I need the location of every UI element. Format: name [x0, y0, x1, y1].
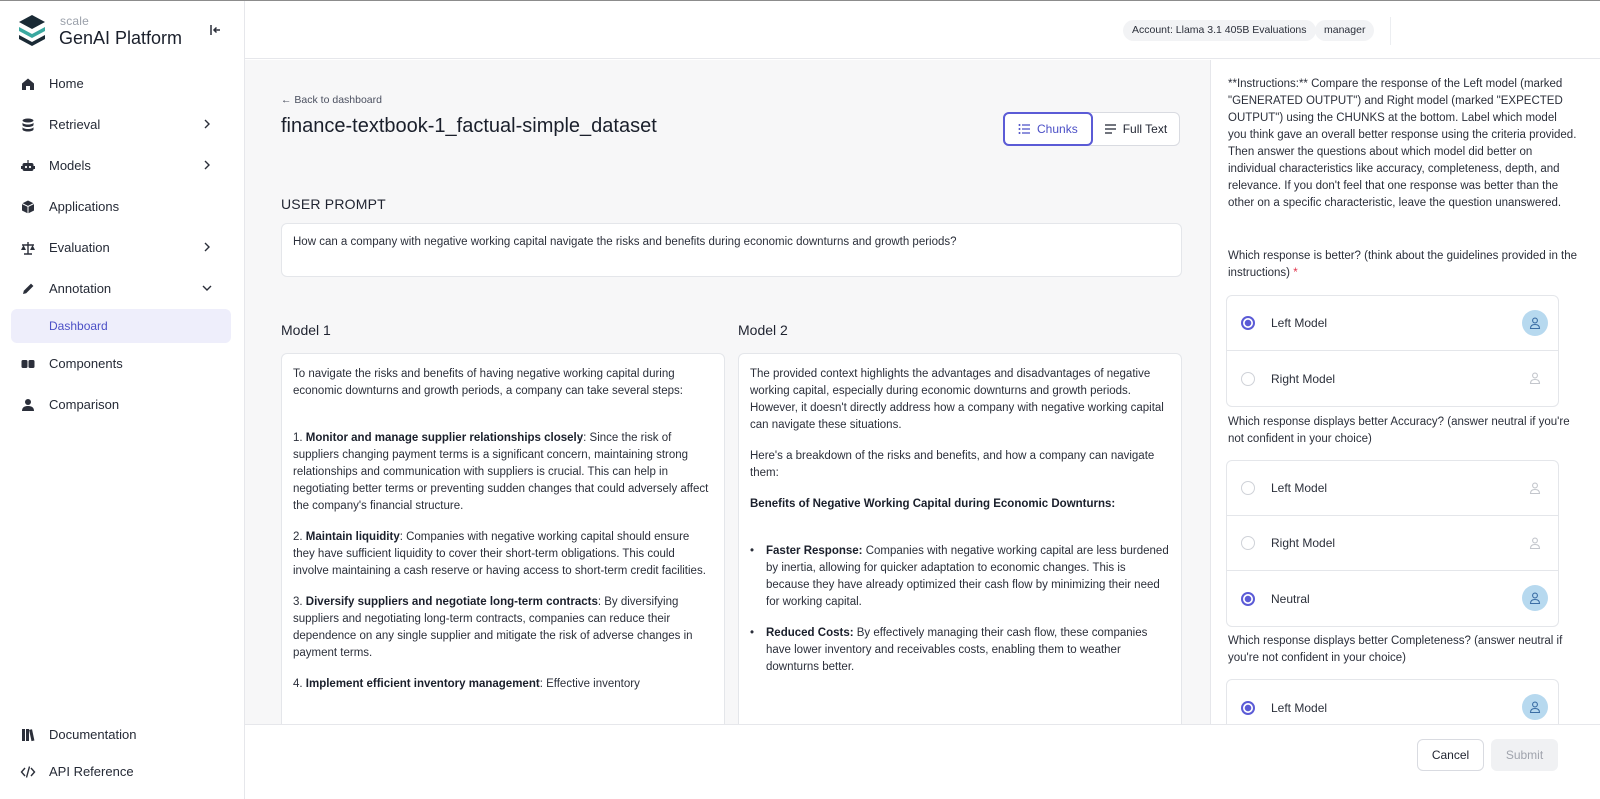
- sidebar-item-label: Annotation: [49, 281, 112, 296]
- option-left-model[interactable]: Left Model: [1227, 461, 1558, 516]
- back-to-dashboard-link[interactable]: ← Back to dashboard: [281, 94, 382, 106]
- question-overall: Which response is better? (think about the guidelines provided in the instructions) *: [1228, 250, 1578, 279]
- model-1-heading: Model 1: [281, 322, 331, 338]
- model-1-step: 1. Monitor and manage supplier relationships closely: Since the risk of suppliers changing payment terms is a significant concern, maintaining strong relationships and communication with suppliers is crucial. This can help in negotiating better terms or preventing sudden changes that could adversely affect the company's financial structure.: [293, 432, 709, 512]
- annotation-panel: [1210, 60, 1600, 724]
- model-2-response: [738, 353, 1182, 724]
- chevron-right-icon: [200, 158, 214, 172]
- model-1-step: 3. Diversify suppliers and negotiate long-term contracts: By diversifying suppliers and negotiating long-term contracts, companies can reduce their dependence on any single supplier and mitigate the risk of adverse changes in payment terms.: [293, 596, 693, 659]
- top-header: [245, 1, 1600, 59]
- cube-icon: [20, 199, 36, 215]
- brand-name: GenAI Platform: [59, 28, 183, 48]
- option-right-model[interactable]: Right Model: [1227, 351, 1558, 406]
- radio-selected[interactable]: [1241, 701, 1255, 715]
- sidebar-item-models[interactable]: [0, 145, 245, 186]
- model-2-paragraph: Here's a breakdown of the risks and benefits, and how a company can navigate them:: [750, 450, 1155, 479]
- user-icon: [1522, 694, 1548, 720]
- sidebar-item-label: Comparison: [49, 397, 120, 412]
- book-icon: [20, 727, 36, 743]
- chevron-right-icon: [200, 240, 214, 254]
- chevron-right-icon: [200, 117, 214, 131]
- text-lines-icon: [1104, 123, 1117, 135]
- user-icon: [1522, 365, 1548, 391]
- role-badge: manager: [1315, 20, 1374, 41]
- question-completeness: Which response displays better Completeness? (answer neutral if you're not confident in your choice): [1228, 635, 1563, 664]
- user-prompt-text: How can a company with negative working capital navigate the risks and benefits during economic downturns and growth periods?: [281, 223, 1182, 277]
- collapse-sidebar-icon[interactable]: [208, 22, 224, 38]
- sidebar-item-label: Applications: [49, 199, 120, 214]
- header-divider: [1390, 17, 1391, 45]
- sidebar-item-dashboard[interactable]: [11, 309, 231, 343]
- user-prompt-heading: USER PROMPT: [281, 196, 386, 212]
- radio-unselected[interactable]: [1241, 372, 1255, 386]
- robot-icon: [20, 158, 36, 174]
- sidebar-item-components[interactable]: [0, 343, 245, 384]
- full-text-toggle-button[interactable]: [1092, 113, 1179, 145]
- sidebar-item-applications[interactable]: [0, 186, 245, 227]
- account-badge[interactable]: Account: Llama 3.1 405B Evaluations: [1123, 20, 1316, 41]
- sidebar-item-documentation[interactable]: [0, 716, 245, 753]
- sidebar-item-label: Evaluation: [49, 240, 110, 255]
- accuracy-options: [1226, 460, 1559, 627]
- option-left-model[interactable]: Left Model: [1227, 680, 1558, 724]
- radio-unselected[interactable]: [1241, 536, 1255, 550]
- sidebar-item-comparison[interactable]: [0, 384, 245, 425]
- option-neutral[interactable]: Neutral: [1227, 571, 1558, 626]
- view-toggle: [1003, 112, 1180, 146]
- submit-button[interactable]: Submit: [1491, 739, 1558, 771]
- user-icon: [1522, 475, 1548, 501]
- radio-selected[interactable]: [1241, 316, 1255, 330]
- sidebar-item-label: Retrieval: [49, 117, 101, 132]
- user-icon: [1522, 310, 1548, 336]
- brand-scale-text: scale: [60, 14, 90, 28]
- sidebar-bottom-nav: [0, 716, 245, 790]
- sidebar-item-label: Models: [49, 158, 91, 173]
- chunks-toggle-button[interactable]: [1003, 112, 1093, 146]
- user-icon: [1522, 530, 1548, 556]
- chunks-label: Chunks: [1037, 122, 1078, 136]
- model-2-bullet: • Reduced Costs: By effectively managing their cash flow, these companies have lower inventory and receivables costs, enabling them to weather downturns better.: [750, 627, 1148, 673]
- page-title: finance-textbook-1_factual-simple_dataset: [281, 115, 657, 137]
- model-2-heading: Model 2: [738, 322, 788, 338]
- model-2-subheading: Benefits of Negative Working Capital during Economic Downturns:: [750, 498, 1116, 510]
- sidebar-item-evaluation[interactable]: [0, 227, 245, 268]
- model-1-step: 2. Maintain liquidity: Companies with negative working capital should ensure they have sufficient liquidity to cover their short-term obligations. This could involve maintaining a cash reserve or having access to short-term credit facilities.: [293, 531, 706, 577]
- main-content: [245, 60, 1210, 724]
- components-icon: [20, 356, 36, 372]
- sidebar-item-annotation[interactable]: [0, 268, 245, 309]
- brand[interactable]: [18, 14, 233, 50]
- database-icon: [20, 117, 36, 133]
- sidebar-item-label: Components: [49, 356, 123, 371]
- completeness-options: [1226, 679, 1559, 724]
- option-left-model[interactable]: Left Model: [1227, 296, 1558, 351]
- sidebar-item-retrieval[interactable]: [0, 104, 245, 145]
- instructions-text: **Instructions:** Compare the response of the Left model (marked "GENERATED OUTPUT") and Right model (marked "EXPECTED OUTPUT") using the CHUNKS at the bottom. Label which model you think gave an overall better response using the criteria provided. Then answer the questions about which model did better on individual characteristics like accuracy, completeness, depth, and relevance. If you don't feel that one response was better than the other on a specific characteristic, leave the question unanswered.: [1228, 78, 1577, 209]
- sidebar-item-home[interactable]: [0, 63, 245, 104]
- cancel-button[interactable]: Cancel: [1417, 739, 1484, 771]
- pencil-icon: [20, 281, 36, 297]
- scale-logo-icon: [18, 14, 46, 46]
- radio-selected[interactable]: [1241, 592, 1255, 606]
- home-icon: [20, 76, 36, 92]
- question-accuracy: Which response displays better Accuracy? (answer neutral if you're not confident in your choice): [1228, 416, 1570, 445]
- scale-icon: [20, 240, 36, 256]
- sidebar-item-label: API Reference: [49, 764, 134, 779]
- chevron-down-icon: [200, 281, 214, 295]
- list-icon: [1018, 123, 1031, 135]
- footer-bar: [245, 724, 1600, 799]
- sidebar: [0, 1, 245, 799]
- model-1-response: [281, 353, 725, 724]
- person-icon: [20, 397, 36, 413]
- model-1-intro: To navigate the risks and benefits of having negative working capital during economic downturns and growth periods, a company can take several steps:: [293, 368, 683, 397]
- model-2-bullet: • Faster Response: Companies with negative working capital are less burdened by inertia, allowing for quicker adaptation to economic changes. This is because they have already optimized their cash flow by minimizing their need for working capital.: [750, 545, 1169, 608]
- sidebar-item-label: Home: [49, 76, 84, 91]
- user-icon: [1522, 585, 1548, 611]
- overall-options: [1226, 295, 1559, 407]
- sidebar-item-label: Documentation: [49, 727, 137, 742]
- model-1-step: 4. Implement efficient inventory management: Effective inventory: [293, 678, 640, 690]
- model-2-paragraph: The provided context highlights the advantages and disadvantages of negative working capital, especially during economic downturns and growth periods. However, it doesn't directly address how a company with negative working capital can navigate these situations.: [750, 368, 1164, 431]
- code-icon: [20, 764, 36, 780]
- full-text-label: Full Text: [1122, 122, 1168, 136]
- sidebar-nav: [0, 63, 245, 425]
- sidebar-item-api-reference[interactable]: [0, 753, 245, 790]
- option-right-model[interactable]: Right Model: [1227, 516, 1558, 571]
- sidebar-item-label: Dashboard: [49, 319, 108, 333]
- radio-unselected[interactable]: [1241, 481, 1255, 495]
